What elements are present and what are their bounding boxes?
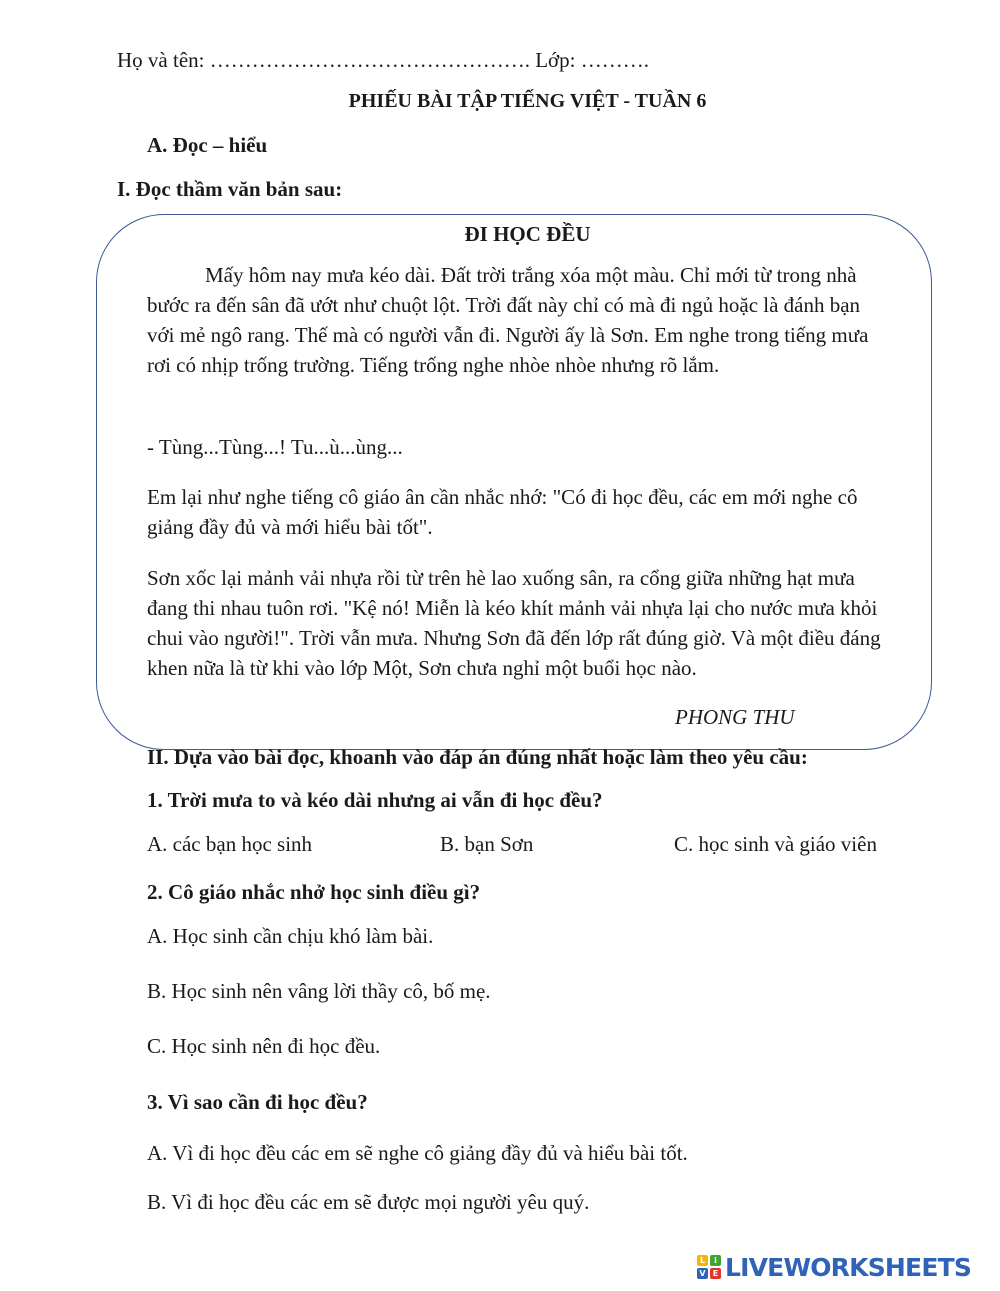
passage-paragraph: Em lại như nghe tiếng cô giáo ân cần nhắc nhớ: "Có đi học đều, các em mới nghe cô giảng đầy đủ và mới hiểu bài tốt". [147, 485, 858, 539]
section-a-heading: A. Đọc – hiểu [147, 133, 268, 157]
question-3-option-b[interactable]: B. Vì đi học đều các em sẽ được mọi người yêu quý. [147, 1190, 590, 1214]
question-3: 3. Vì sao cần đi học đều? [147, 1090, 368, 1114]
question-2: 2. Cô giáo nhắc nhở học sinh điều gì? [147, 880, 481, 904]
passage-paragraph: - Tùng...Tùng...! Tu...ù...ùng... [147, 435, 403, 459]
logo-mark-tile: L [697, 1255, 708, 1266]
liveworksheets-logo [697, 1252, 971, 1282]
name-class-line: Họ và tên: ………………………………………. Lớp: ………. [117, 48, 649, 72]
question-1-option-c[interactable]: C. học sinh và giáo viên [674, 832, 877, 856]
question-2-option-b[interactable]: B. Học sinh nên vâng lời thầy cô, bố mẹ. [147, 979, 491, 1003]
passage-paragraph: Sơn xốc lại mảnh vải nhựa rồi từ trên hè lao xuống sân, ra cổng giữa những hạt mưa đang thi nhau tuôn rơi. "Kệ nó! Miễn là kéo khít mảnh vải nhựa lại cho nước mưa khỏi chui vào người!". Trời vẫn mưa. Nhưng Sơn đã đến lớp rất đúng giờ. Và một điều đáng khen nữa là từ khi vào lớp Một, Sơn chưa nghỉ một buổi học nào. [147, 566, 881, 680]
question-1-option-a[interactable]: A. các bạn học sinh [147, 832, 313, 856]
section-i-heading: I. Đọc thầm văn bản sau: [117, 177, 343, 201]
logo-mark-tile: i [710, 1255, 721, 1266]
passage-title: ĐI HỌC ĐỀU [464, 222, 591, 246]
liveworksheets-wordmark: LIVEWORKSHEETS [725, 1252, 972, 1282]
question-2-option-c[interactable]: C. Học sinh nên đi học đều. [147, 1034, 381, 1058]
question-3-option-a[interactable]: A. Vì đi học đều các em sẽ nghe cô giảng đầy đủ và hiểu bài tốt. [147, 1141, 688, 1165]
question-2-option-a[interactable]: A. Học sinh cần chịu khó làm bài. [147, 924, 434, 948]
liveworksheets-logo-icon [697, 1255, 721, 1279]
logo-mark-tile: V [697, 1268, 708, 1279]
question-1-option-b[interactable]: B. bạn Sơn [440, 832, 534, 856]
question-1: 1. Trời mưa to và kéo dài nhưng ai vẫn đi học đều? [147, 788, 603, 812]
logo-mark-tile: E [710, 1268, 721, 1279]
sheet-title: PHIẾU BÀI TẬP TIẾNG VIỆT - TUẦN 6 [348, 90, 707, 112]
passage-author: PHONG THU [675, 705, 795, 729]
passage-paragraph: Mấy hôm nay mưa kéo dài. Đất trời trắng xóa một màu. Chỉ mới từ trong nhà bước ra đến sân đã ướt như chuột lột. Trời đất này chỉ có mà đi ngủ hoặc là đánh bạn với mẻ ngô rang. Thế mà có người vẫn đi. Người ấy là Sơn. Em nghe trong tiếng mưa rơi có nhịp trống trường. Tiếng trống nghe nhòe nhòe nhưng rõ lắm. [147, 263, 869, 377]
section-ii-heading: II. Dựa vào bài đọc, khoanh vào đáp án đúng nhất hoặc làm theo yêu cầu: [147, 745, 808, 769]
